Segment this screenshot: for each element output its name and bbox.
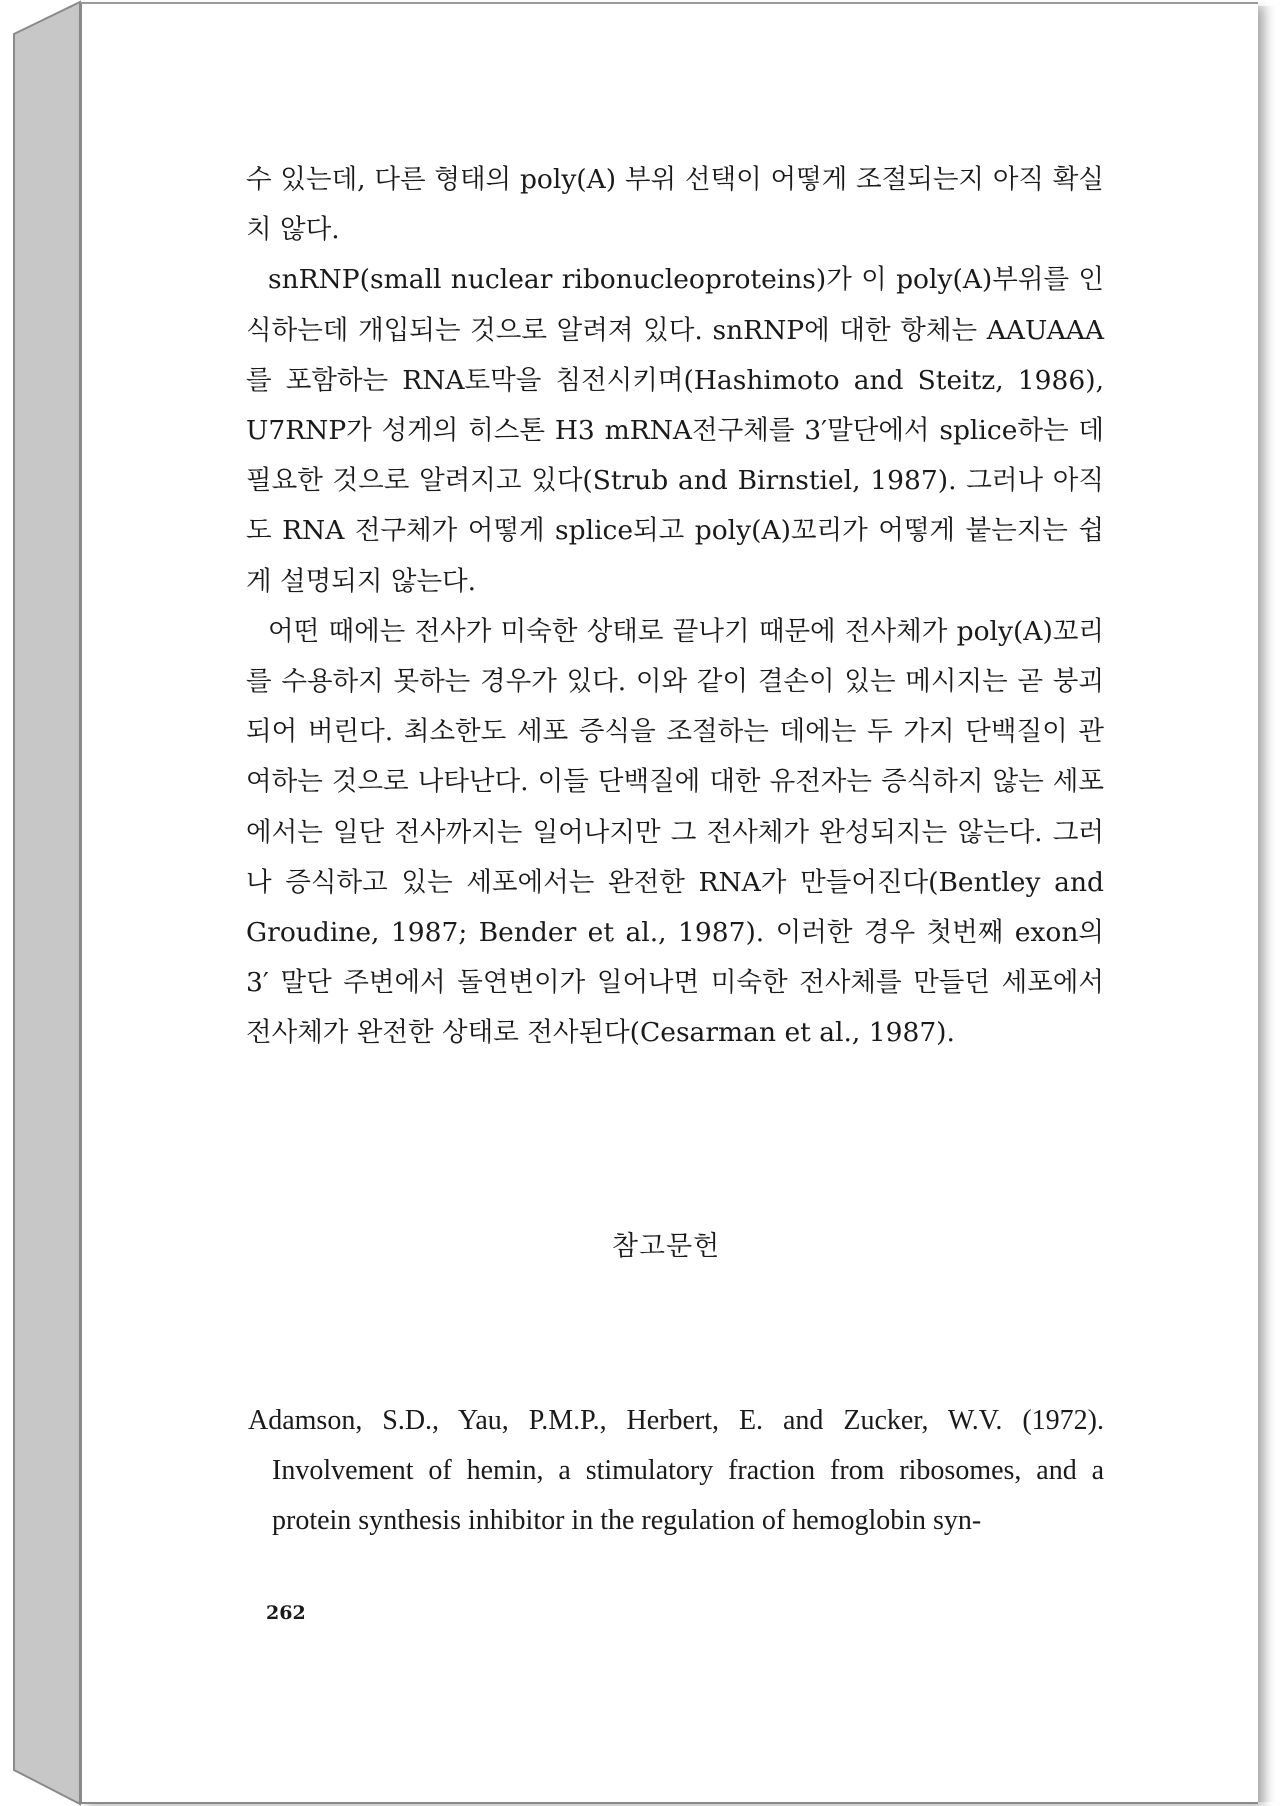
body-text <box>246 155 1104 1059</box>
page-edge-shadow <box>1256 6 1276 1802</box>
paragraph-2: snRNP(small nuclear ribonucleoproteins)가 이 poly(A)부위를 인식하는데 개입되는 것으로 알려져 있다. snRNP에 대한 항체는 AAUAAA를 포함하는 RNA토막을 침전시키며(Hashimoto and Steitz, 1986), U7RNP가 성게의 히스톤 H3 mRNA전구체를 3′말단에서 splice하는 데 필요한 것으로 알려지고 있다(Strub and Birnstiel, 1987). 그러나 아직도 RNA 전구체가 어떻게 splice되고 poly(A)꼬리가 어떻게 붙는지는 쉽게 설명되지 않는다. <box>246 264 1104 597</box>
page-number: 262 <box>266 1602 306 1624</box>
paragraph-1: 수 있는데, 다른 형태의 poly(A) 부위 선택이 어떻게 조절되는지 아직 확실치 않다. <box>246 164 1104 246</box>
book-spine-face <box>14 2 80 1804</box>
reference-list <box>248 1396 1104 1546</box>
section-heading-references: 참고문헌 <box>611 1231 721 1262</box>
reference-entry: Adamson, S.D., Yau, P.M.P., Herbert, E. and Zucker, W.V. (1972). Involvement of hemin, a stimulatory fraction from ribosomes, and a protein synthesis inhibitor in the regulation of hemoglobin syn- <box>248 1405 1104 1536</box>
paragraph-3: 어떤 때에는 전사가 미숙한 상태로 끝나기 때문에 전사체가 poly(A)꼬리를 수용하지 못하는 경우가 있다. 이와 같이 결손이 있는 메시지는 곧 붕괴되어 버린다. 최소한도 세포 증식을 조절하는 데에는 두 가지 단백질이 관여하는 것으로 나타난다. 이들 단백질에 대한 유전자는 증식하지 않는 세포에서는 일단 전사까지는 일어나지만 그 전사체가 완성되지는 않는다. 그러나 증식하고 있는 세포에서는 완전한 RNA가 만들어진다(Bentley and Groudine, 1987; Bender et al., 1987). 이러한 경우 첫번째 exon의 3′ 말단 주변에서 돌연변이가 일어나면 미숙한 전사체를 만들던 세포에서 전사체가 완전한 상태로 전사된다(Cesarman et al., 1987). <box>246 615 1104 1049</box>
